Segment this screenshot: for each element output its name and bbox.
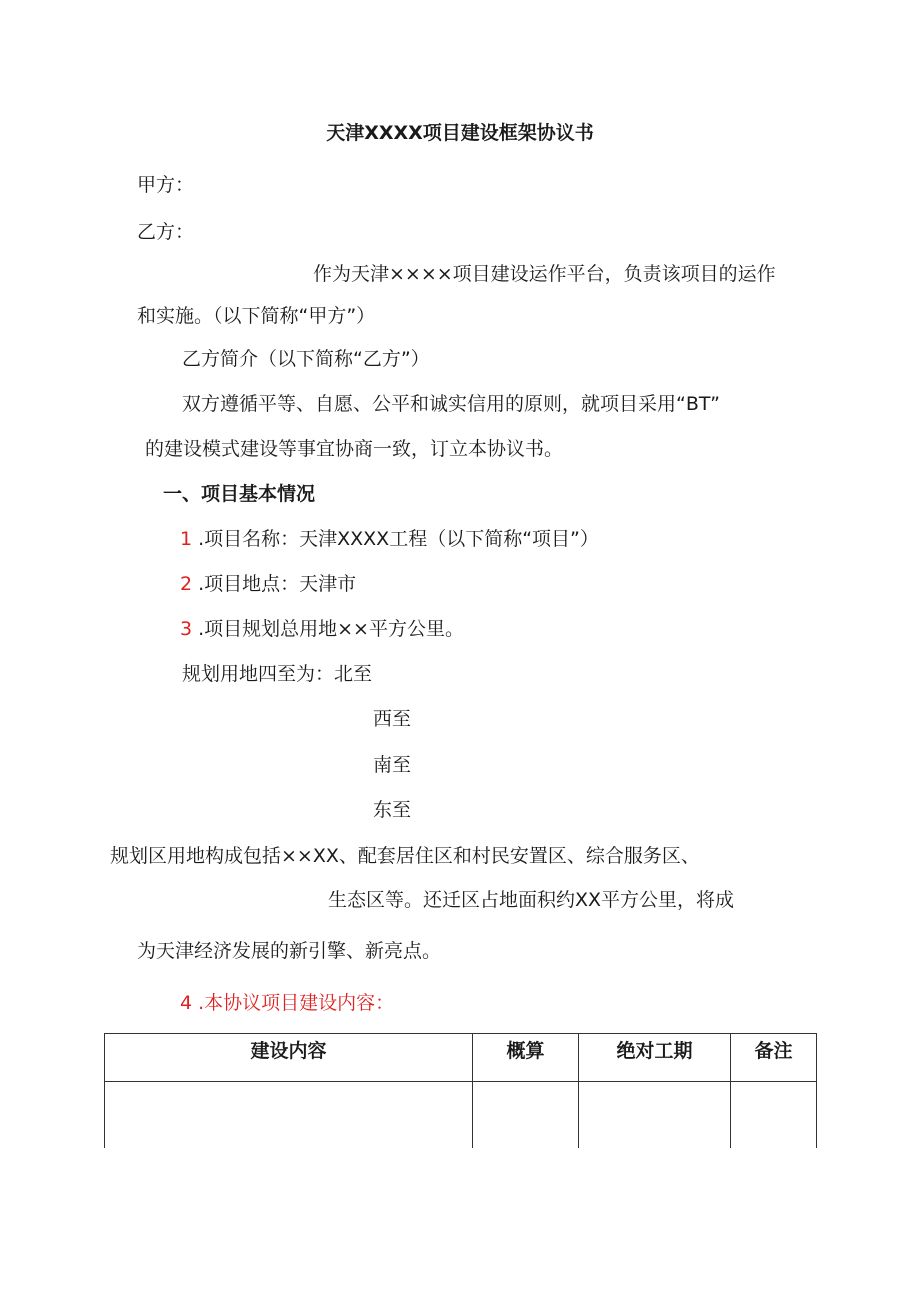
- intro-line-2: 和实施。（以下简称“甲方”）: [137, 305, 376, 327]
- party-b-intro: 乙方简介（以下简称“乙方”）: [182, 348, 430, 370]
- boundary-east: 东至: [373, 799, 412, 821]
- composition-line-2: 生态区等。还迁区占地面积约XX平方公里，将成: [328, 889, 735, 911]
- item-number: 4: [180, 992, 193, 1014]
- item-number: 1: [180, 528, 193, 550]
- intro-line-1: 作为天津××××项目建设运作平台，负责该项目的运作: [313, 263, 776, 285]
- item-text: .项目规划总用地××平方公里。: [198, 618, 464, 640]
- header-duration: 绝对工期: [579, 1034, 731, 1082]
- table-cell: [473, 1082, 579, 1149]
- item-number: 3: [180, 618, 193, 640]
- section-heading-1: 一、项目基本情况: [163, 483, 316, 505]
- item-text: .本协议项目建设内容：: [198, 992, 395, 1014]
- list-item: [180, 616, 464, 642]
- table-cell: [105, 1082, 473, 1149]
- document-title: 天津XXXX项目建设框架协议书: [326, 122, 594, 144]
- boundary-west: 西至: [373, 708, 412, 730]
- boundary-south: 南至: [373, 754, 412, 776]
- list-item: [180, 526, 599, 552]
- header-estimate: 概算: [473, 1034, 579, 1082]
- item-text: .项目名称：天津XXXX工程（以下简称“项目”）: [198, 528, 599, 550]
- table-header-row: [105, 1034, 817, 1082]
- party-a-label: 甲方：: [137, 174, 195, 196]
- party-b-label: 乙方：: [137, 221, 195, 243]
- principle-line-1: 双方遵循平等、自愿、公平和诚实信用的原则，就项目采用“BT”: [182, 393, 720, 415]
- composition-line-1: 规划区用地构成包括××XX、配套居住区和村民安置区、综合服务区、: [110, 845, 700, 867]
- construction-table: [104, 1033, 817, 1148]
- boundary-label: 规划用地四至为：北至: [182, 663, 373, 685]
- header-construction-content: 建设内容: [105, 1034, 473, 1082]
- table-cell: [731, 1082, 817, 1149]
- item-number: 2: [180, 573, 193, 595]
- list-item: [180, 571, 356, 597]
- list-item: [180, 990, 394, 1016]
- principle-line-2: 的建设模式建设等事宜协商一致，订立本协议书。: [145, 438, 564, 460]
- table-cell: [579, 1082, 731, 1149]
- composition-line-3: 为天津经济发展的新引擎、新亮点。: [137, 940, 442, 962]
- item-text: .项目地点：天津市: [198, 573, 357, 595]
- table-row: [105, 1082, 817, 1149]
- header-remarks: 备注: [731, 1034, 817, 1082]
